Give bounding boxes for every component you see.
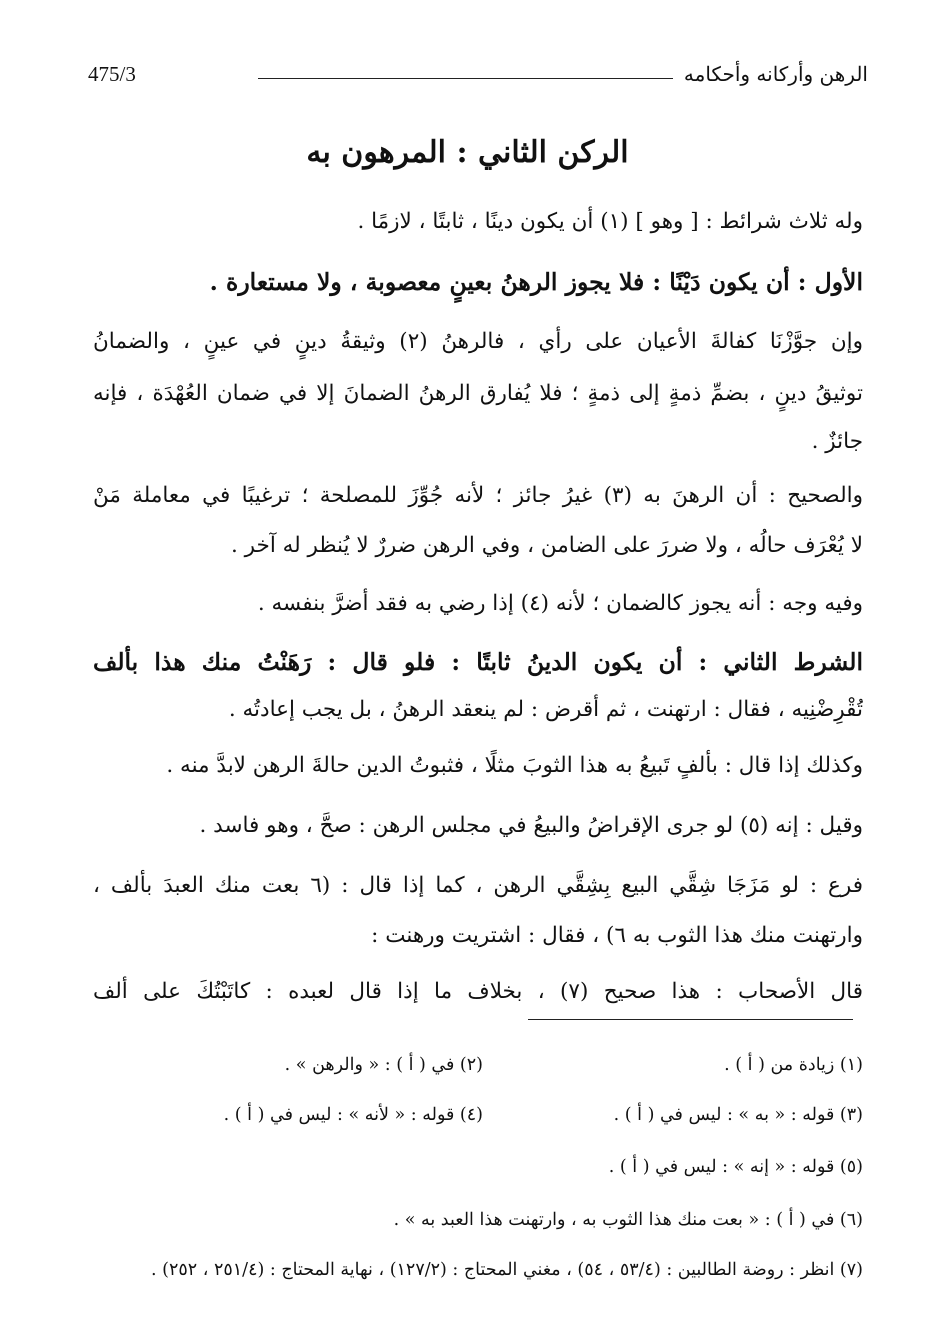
text-line: وقيل : إنه (٥) لو جرى الإقراضُ والبيعُ في مجلس الرهن : صحَّ ، وهو فاسد . (199, 813, 863, 838)
text-line: فرع : لو مَزَجَا شِقَّي البيع بِشِقَّي الرهن ، كما إذا قال : (٦ بعت منك العبدَ بألف ، (93, 873, 863, 898)
text-line: لا يُعْرَف حالُه ، ولا ضررَ على الضامن ، وفي الرهن ضررٌ لا يُنظر له آخر . (231, 533, 863, 558)
footnote: (٧) انظر : روضة الطالبين : (٥٣/٤ ، ٥٤) ، مغني المحتاج : (١٢٧/٢) ، نهاية المحتاج : (٢٥١/٤ ، ٢٥٢) . (151, 1260, 863, 1280)
running-head (88, 60, 868, 96)
page-number: 475/3 (88, 62, 136, 86)
footnote: (٥) قوله : « إنه » : ليس في ( أ ) . (608, 1157, 863, 1177)
header-rule (258, 78, 673, 79)
section-heading: الركن الثاني : المرهون به (306, 135, 629, 170)
text-line: تُقْرِضْنِيه ، فقال : ارتهنت ، ثم أقرض : لم ينعقد الرهنُ ، بل يجب إعادتُه . (228, 697, 863, 722)
text-line: وله ثلاث شرائط : [ وهو ] (١) أن يكون دينًا ، ثابتًا ، لازمًا . (357, 209, 863, 234)
text-line: وكذلك إذا قال : بألفٍ تَبيعُ به هذا الثوبَ مثلًا ، فثبوتُ الدين حالةَ الرهن لابدَّ منه . (166, 753, 863, 778)
footnote: (١) زيادة من ( أ ) . (724, 1055, 863, 1075)
text-line: والصحيح : أن الرهنَ به (٣) غيرُ جائز ؛ لأنه جُوِّزَ للمصلحة ؛ ترغيبًا في معاملة مَنْ (93, 483, 863, 508)
text-line: جائزٌ . (811, 429, 863, 454)
text-line: وفيه وجه : أنه يجوز كالضمان ؛ لأنه (٤) إذا رضي به فقد أضرَّ بنفسه . (257, 591, 863, 616)
text-line: الشرط الثاني : أن يكون الدينُ ثابتًا : فلو قال : رَهَنْتُ منك هذا بألف (93, 648, 863, 676)
text-line: الأول : أن يكون دَيْنًا : فلا يجوز الرهنُ بعينٍ معصوبة ، ولا مستعارة . (209, 268, 863, 296)
text-line: وإن جوَّزْنَا كفالةَ الأعيان على رأي ، فالرهنُ (٢) وثيقةُ دينٍ في عينٍ ، والضمانُ (93, 329, 863, 354)
chapter-title: الرهن وأركانه وأحكامه (683, 62, 868, 86)
footnote: (٣) قوله : « به » : ليس في ( أ ) . (613, 1105, 863, 1125)
footnote: (٤) قوله : « لأنه » : ليس في ( أ ) . (223, 1105, 483, 1125)
text-line: قال الأصحاب : هذا صحيح (٧) ، بخلاف ما إذا قال لعبده : كاتَبْتُكَ على ألف (93, 979, 863, 1004)
footnote-rule (528, 1019, 853, 1020)
text-line: وارتهنت منك هذا الثوب به ٦) ، فقال : اشتريت ورهنت : (371, 923, 863, 948)
footnote: (٦) في ( أ ) : « بعت منك هذا الثوب به ، وارتهنت هذا العبد به » . (393, 1210, 863, 1230)
footnote: (٢) في ( أ ) : « والرهن » . (284, 1055, 483, 1075)
text-line: توثيقُ دينٍ ، بضمِّ ذمةٍ إلى ذمةٍ ؛ فلا يُفارق الرهنُ الضمانَ إلا في ضمان العُهْدَة ، فإنه (93, 381, 863, 406)
